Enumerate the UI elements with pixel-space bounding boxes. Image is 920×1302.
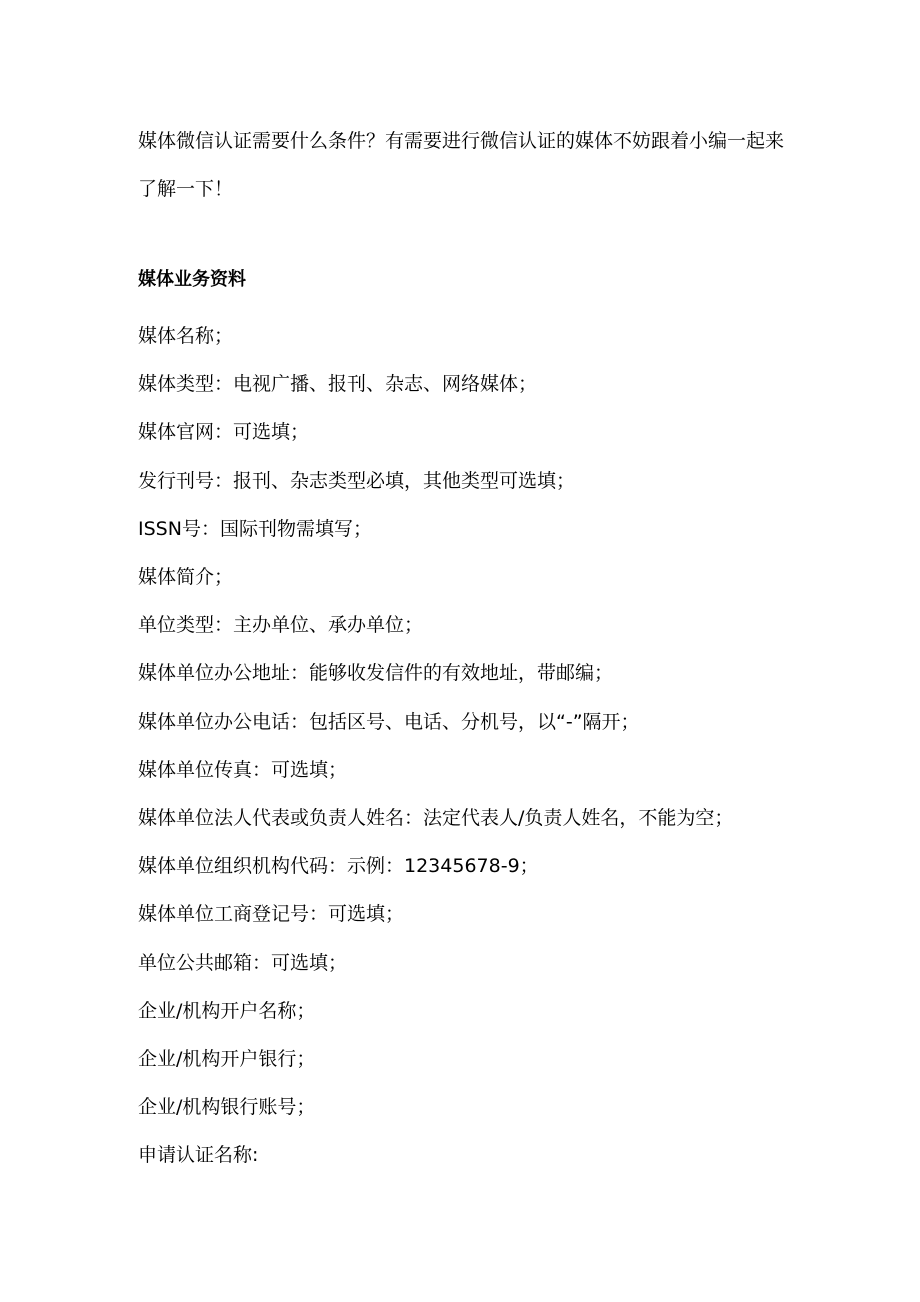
list-item: 单位公共邮箱：可选填； <box>138 951 348 974</box>
list-item: 媒体名称； <box>138 325 234 347</box>
list-item: ISSN号：国际刊物需填写； <box>138 517 372 540</box>
list-item: 媒体简介； <box>138 566 234 589</box>
list-item: 媒体单位传真：可选填； <box>138 758 348 781</box>
intro-paragraph: 媒体微信认证需要什么条件？有需要进行微信认证的媒体不妨跟着小编一起来了解一下！ <box>138 130 785 200</box>
list-item: 媒体单位组织机构代码：示例：12345678-9； <box>138 855 539 878</box>
list-item: 媒体单位办公电话：包括区号、电话、分机号，以“-”隔开； <box>138 710 640 733</box>
section-title: 媒体业务资料 <box>138 269 246 290</box>
list-item: 企业/机构银行账号； <box>138 1096 316 1119</box>
list-item: 媒体单位办公地址：能够收发信件的有效地址，带邮编； <box>138 662 614 685</box>
list-item: 媒体官网：可选填； <box>138 421 310 444</box>
list-item: 企业/机构开户银行； <box>138 1048 316 1071</box>
list-item: 媒体单位工商登记号：可选填； <box>138 903 405 926</box>
list-item: 申请认证名称: <box>138 1144 259 1167</box>
list-item: 单位类型：主办单位、承办单位； <box>138 614 424 637</box>
list-item: 媒体单位法人代表或负责人姓名：法定代表人/负责人姓名，不能为空； <box>138 807 734 830</box>
list-item: 发行刊号：报刊、杂志类型必填，其他类型可选填； <box>138 469 576 492</box>
requirements-list <box>138 312 733 1180</box>
list-item: 企业/机构开户名称； <box>138 999 316 1022</box>
list-item: 媒体类型：电视广播、报刊、杂志、网络媒体； <box>138 373 538 396</box>
